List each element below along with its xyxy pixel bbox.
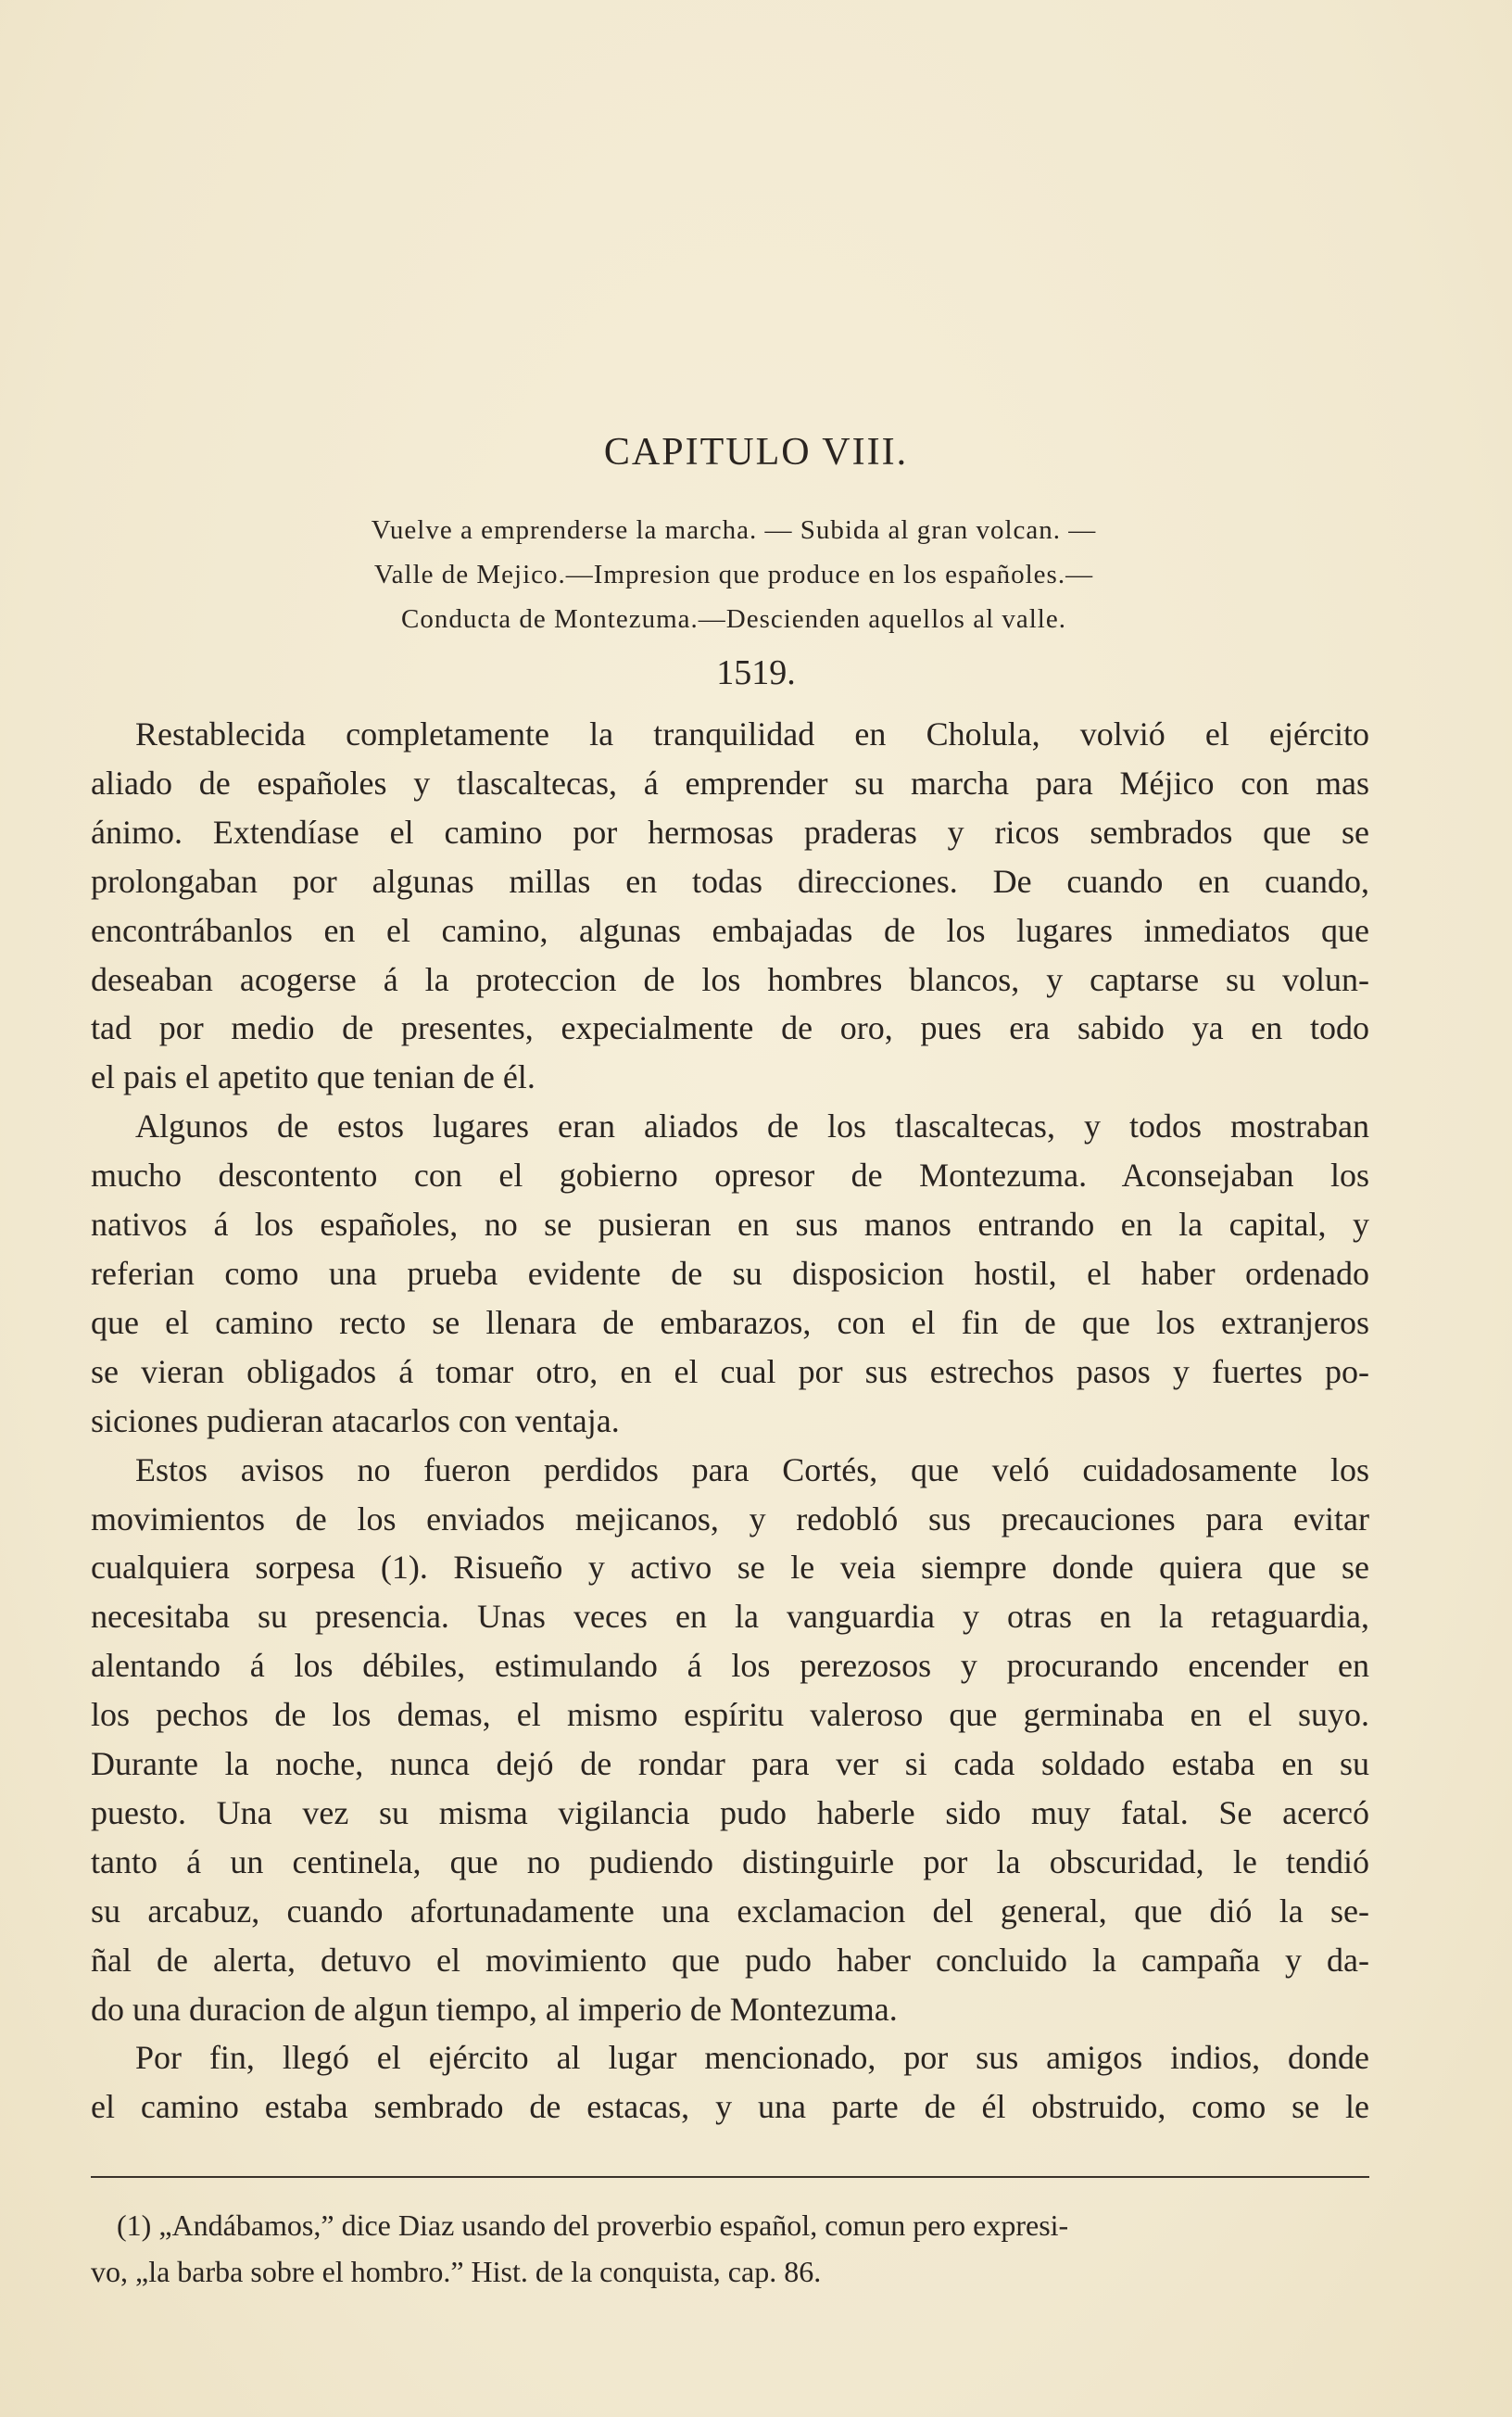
text-line: alentando á los débiles, estimulando á los perezosos y procurando encender en [91,1647,1369,1685]
text-line: Estos avisos no fueron perdidos para Cortés, que veló cuidadosamente los [135,1450,1369,1488]
footnote-line: (1) „Andábamos,” dice Diaz usando del proverbio español, comun pero expresi- [117,2208,1069,2242]
text-line: que el camino recto se llenara de embarazos, con el fin de que los extranjeros [91,1303,1369,1341]
chapter-summary [85,508,1382,641]
text-line: deseaban acogerse á la proteccion de los hombres blancos, y captarse su volun- [91,960,1369,998]
text-line: ñal de alerta, detuvo el movimiento que pudo haber concluido la campaña y da- [91,1941,1369,1979]
paragraph-4 [91,2033,1369,2132]
text-line: ánimo. Extendíase el camino por hermosas praderas y ricos sembrados que se [91,813,1369,851]
text-line: Durante la noche, nunca dejó de rondar para ver si cada soldado estaba en su [91,1745,1369,1783]
text-line: los pechos de los demas, el mismo espíritu valeroso que germinaba en el suyo. [91,1696,1369,1734]
text-line: cualquiera sorpesa (1). Risueño y activo se le veia siempre donde quiera que se [91,1549,1369,1587]
summary-line-2: Valle de Mejico.—Impresion que produce en los españoles.— [373,560,1094,589]
text-line: el pais el apetito que tenian de él. [91,1058,536,1096]
text-line: tanto á un centinela, que no pudiendo distinguirle por la obscuridad, le tendió [91,1842,1369,1880]
text-line: siciones pudieran atacarlos con ventaja. [91,1401,620,1439]
text-line: encontrábanlos en el camino, algunas embajadas de los lugares inmediatos que [91,911,1369,949]
paragraph-1 [91,710,1369,1102]
text-line: prolongaban por algunas millas en todas direcciones. De cuando en cuando, [91,862,1369,900]
text-line: se vieran obligados á tomar otro, en el cual por sus estrechos pasos y fuertes po- [91,1352,1369,1390]
text-line: nativos á los españoles, no se pusieran en sus manos entrando en la capital, y [91,1206,1369,1244]
footnote-line: vo, „la barba sobre el hombro.” Hist. de la conquista, cap. 86. [91,2255,822,2288]
paragraph-2 [91,1102,1369,1445]
chapter-year: 1519. [716,653,796,692]
body-text [91,710,1369,2132]
footnote [91,2202,1369,2295]
text-line: el camino estaba sembrado de estacas, y una parte de él obstruido, como se le [91,2088,1369,2126]
text-line: Algunos de estos lugares eran aliados de los tlascaltecas, y todos mostraban [135,1107,1369,1145]
text-line: movimientos de los enviados mejicanos, y redobló sus precauciones para evitar [91,1500,1369,1538]
text-line: puesto. Una vez su misma vigilancia pudo haberle sido muy fatal. Se acercó [91,1793,1369,1831]
chapter-title: CAPITULO VIII. [603,431,909,474]
text-line: tad por medio de presentes, expecialmente de oro, pues era sabido ya en todo [91,1009,1369,1047]
text-line: mucho descontento con el gobierno opresor de Montezuma. Aconsejaban los [91,1157,1369,1195]
text-line: su arcabuz, cuando afortunadamente una exclamacion del general, que dió la se- [91,1892,1369,1930]
summary-line-1: Vuelve a emprenderse la marcha. — Subida al gran volcan. — [371,515,1097,545]
paragraph-3 [91,1446,1369,2034]
text-line: necesitaba su presencia. Unas veces en la vanguardia y otras en la retaguardia, [91,1598,1369,1636]
text-line: Por fin, llegó el ejército al lugar mencionado, por sus amigos indios, donde [135,2039,1369,2077]
footnote-divider [91,2176,1369,2178]
summary-line-3: Conducta de Montezuma.—Descienden aquellos al valle. [401,604,1066,634]
text-line: do una duracion de algun tiempo, al imperio de Montezuma. [91,1990,898,2028]
text-line: referian como una prueba evidente de su disposicion hostil, el haber ordenado [91,1254,1369,1292]
text-line: aliado de españoles y tlascaltecas, á emprender su marcha para Méjico con mas [91,764,1369,802]
text-line: Restablecida completamente la tranquilidad en Cholula, volvió el ejército [135,715,1369,753]
